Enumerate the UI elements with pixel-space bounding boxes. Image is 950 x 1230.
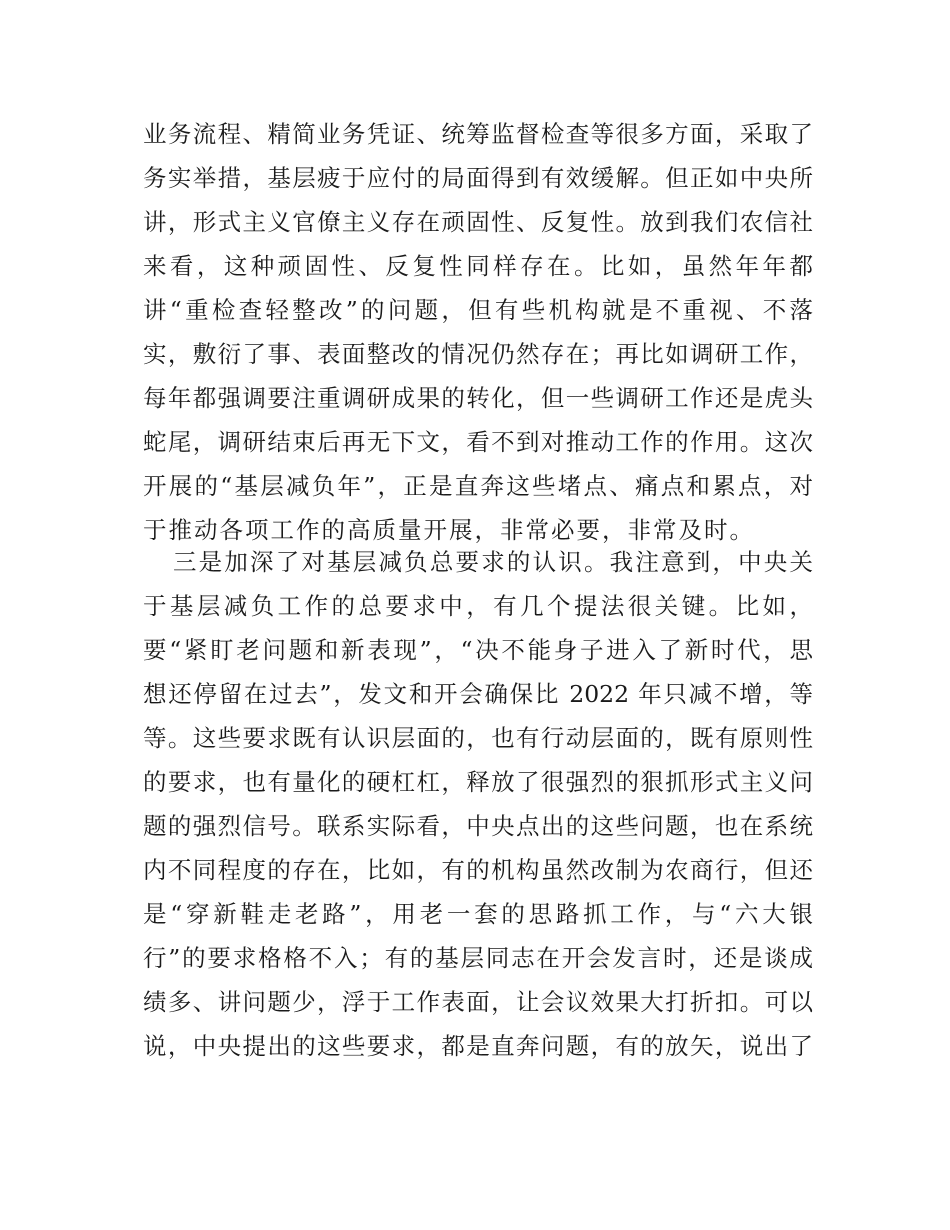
text-line: 实，敷衍了事、表面整改的情况仍然存在；再比如调研工作， (143, 340, 813, 368)
text-line: 讲“重检查轻整改”的问题，但有些机构就是不重视、不落 (143, 296, 813, 324)
text-line: 内不同程度的存在，比如，有的机构虽然改制为农商行，但还 (143, 856, 813, 884)
text-line: 是“穿新鞋走老路”，用老一套的思路抓工作，与“六大银 (143, 900, 813, 928)
text-line: 每年都强调要注重调研成果的转化，但一些调研工作还是虎头 (143, 384, 813, 412)
text-line: 业务流程、精简业务凭证、统筹监督检查等很多方面，采取了 (143, 120, 813, 148)
text-line: 蛇尾，调研结束后再无下文，看不到对推动工作的作用。这次 (143, 428, 813, 456)
text-line: 绩多、讲问题少，浮于工作表面，让会议效果大打折扣。可以 (143, 988, 813, 1016)
text-line: 开展的“基层减负年”，正是直奔这些堵点、痛点和累点，对 (143, 472, 813, 500)
text-line: 要“紧盯老问题和新表现”，“决不能身子进入了新时代，思 (143, 636, 813, 664)
text-line: 行”的要求格格不入；有的基层同志在开会发言时，还是谈成 (143, 944, 813, 972)
text-line: 来看，这种顽固性、反复性同样存在。比如，虽然年年都 (143, 252, 813, 280)
paragraph-point-three (143, 540, 813, 1068)
text-line: 等。这些要求既有认识层面的，也有行动层面的，既有原则性 (143, 724, 813, 752)
text-line: 务实举措，基层疲于应付的局面得到有效缓解。但正如中央所 (143, 164, 813, 192)
text-line: 讲，形式主义官僚主义存在顽固性、反复性。放到我们农信社 (143, 208, 813, 236)
text-line: 说，中央提出的这些要求，都是直奔问题，有的放矢，说出了 (143, 1032, 813, 1060)
text-line: 于基层减负工作的总要求中，有几个提法很关键。比如， (143, 592, 813, 620)
text-line: 于推动各项工作的高质量开展，非常必要，非常及时。 (143, 516, 755, 544)
text-line: 题的强烈信号。联系实际看，中央点出的这些问题，也在系统 (143, 812, 813, 840)
text-line: 的要求，也有量化的硬杠杠，释放了很强烈的狠抓形式主义问 (143, 768, 813, 796)
text-line: 想还停留在过去”，发文和开会确保比 2022 年只减不增，等 (143, 680, 813, 708)
paragraph-continued (143, 112, 813, 552)
text-line: 三是加深了对基层减负总要求的认识。我注意到，中央关 (173, 548, 813, 576)
